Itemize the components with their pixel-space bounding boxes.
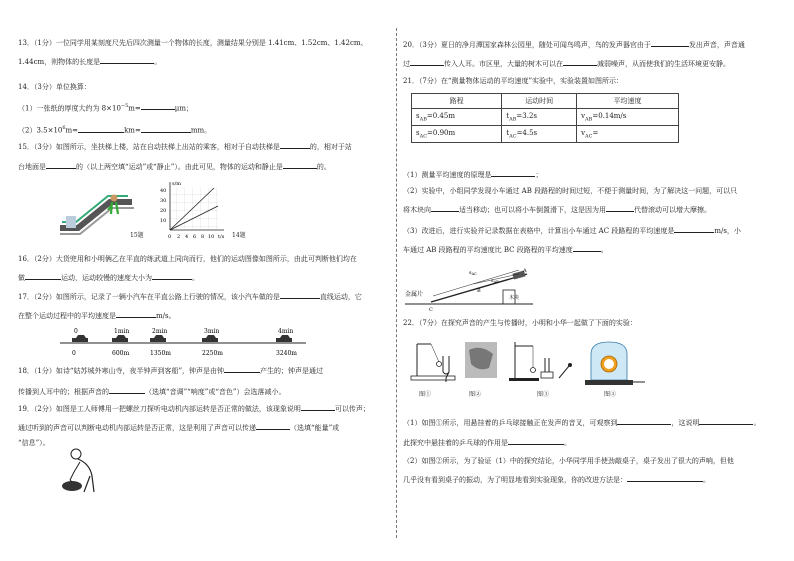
question-18: 18．（1分）如诗“姑苏城外寒山寺，夜半钟声到客船”，钟声是由钟 产生的；钟声是通过 传播到人耳中的；根据声音的 （选填“音调”“响度”或“音色”）会选落减小。 bbox=[18, 364, 323, 398]
q21-blank-2[interactable] bbox=[431, 203, 459, 212]
figure-2-knocking-table bbox=[465, 342, 497, 378]
q19-blank-2[interactable] bbox=[256, 421, 290, 430]
s-t-graph-svg bbox=[152, 178, 230, 240]
q13-text: 1.44cm，则物体的长度是 bbox=[18, 58, 101, 66]
x-tick: 4 bbox=[185, 234, 189, 240]
figure-4-bell-jar bbox=[585, 342, 645, 385]
q21-part1: （1）测量平均速度的原理是 ； bbox=[403, 168, 542, 181]
fig-caption-2: 图② bbox=[469, 391, 482, 398]
question-20: 20．（3分）夏日的净月潭国家森林公园里，随处可闻鸟鸣声，鸟的发声器官由于 发出声音，声音通 过 传入人耳。市区里，大量的树木可以在 减弱噪声，从而使我们的生活环境更安静。 bbox=[403, 38, 745, 70]
q13-line1: 13．（1分）一位同学用某刻度尺先后四次测量一个物体的长度，测量结果分别是 1.41cm、1.52cm、1.42cm、 bbox=[18, 39, 368, 47]
distance-label: 2250m bbox=[202, 350, 223, 357]
q14-blank-3[interactable] bbox=[141, 124, 191, 133]
y-tick: 30 bbox=[160, 198, 167, 204]
graph-y-unit: s/m bbox=[172, 181, 181, 187]
car-icon bbox=[112, 335, 128, 342]
q20-blank-1[interactable] bbox=[651, 38, 689, 47]
q14-blank-2[interactable] bbox=[78, 124, 124, 133]
svg-text:B: B bbox=[477, 288, 481, 294]
q21-blank-4[interactable] bbox=[674, 224, 714, 233]
car-road-figure bbox=[58, 326, 308, 360]
q15-blank-1[interactable] bbox=[280, 140, 310, 149]
table-header: 平均速度 bbox=[577, 94, 679, 109]
q17-blank-2[interactable] bbox=[116, 309, 156, 318]
x-tick: 0 bbox=[168, 234, 172, 240]
s-t-graph bbox=[152, 178, 230, 240]
table-cell: $t_{AB}=3.2s$ bbox=[502, 109, 577, 126]
q22-blank-3[interactable] bbox=[508, 436, 564, 445]
q21-data-table bbox=[411, 93, 679, 143]
y-tick: 20 bbox=[160, 208, 167, 214]
q21-part2: （2）实验中，小组同学发现小车通过 AB 段路程的时间过短，不便于测量时间，为了解决这一问题，可以只 将木块向 适当移动；也可以将小车倒置滑下，这是因为用 代替滚动可以增大摩擦。 bbox=[403, 187, 738, 214]
question-16: 16．（2分）大货兜用和小明俩乙在平直的练武道上同向而行，他们的运动图像如图所示，由此可判断他们均在 做 运动，运动较慢的速度大小为 。 bbox=[18, 255, 357, 282]
question-15: 15．（3分）如图所示，坐扶梯上楼，站在自动扶梯上出站的乘客，相对于自动扶梯是 的，相对于站 台地面是 的（以上两空填“运动”或“静止”）。由此可见，物体的运动和静止是 的。 bbox=[18, 140, 352, 173]
table-header: 路程 bbox=[412, 94, 502, 109]
q21-intro: 21．（7分）在“测量物体运动的平均速度”实验中，实验装置如图所示： bbox=[403, 77, 624, 85]
q19-blank-1[interactable] bbox=[301, 402, 335, 411]
x-tick: 2 bbox=[177, 234, 181, 240]
distance-label: 1350m bbox=[150, 350, 171, 357]
q21-blank-1[interactable] bbox=[491, 168, 535, 177]
table-cell: $s_{AB}=0.45m$ bbox=[412, 109, 502, 126]
q18-blank-2[interactable] bbox=[109, 385, 145, 394]
fig-caption-3: 图③ bbox=[537, 391, 550, 398]
svg-text:C: C bbox=[429, 307, 433, 312]
worker-screwdriver-figure bbox=[60, 446, 106, 496]
x-tick: 10 bbox=[208, 234, 215, 240]
time-label: 1min bbox=[114, 328, 130, 335]
table-cell: $t_{AC}=4.5s$ bbox=[502, 126, 577, 143]
car-icon bbox=[150, 335, 166, 342]
q22-blank-2[interactable] bbox=[699, 416, 753, 425]
distance-label: 3240m bbox=[276, 350, 297, 357]
q17-blank-1[interactable] bbox=[280, 290, 320, 299]
fig14-caption: 14题 bbox=[232, 232, 246, 239]
block-label: 木块 bbox=[509, 295, 520, 301]
distance-label: 600m bbox=[112, 350, 130, 357]
time-label: 2min bbox=[152, 328, 168, 335]
q22-blank-1[interactable] bbox=[617, 416, 671, 425]
q21-part3: （3）改进后，进行实验并记录数据在表格中，计算出小车通过 AC 段路程的平均速度是 m/s，小 车通过 AB 段路程的平均速度比 BC 段路程的平均速度 。 bbox=[403, 224, 741, 256]
svg-text:sAB: $s_{AB}$ bbox=[491, 278, 499, 284]
question-14: 14．（3分）单位换算： （1）一张纸的厚度大约为 $8\times 10^{-5}m= \mu m$； $(2)3.5\times 10^6m= km=$ mm。 bbox=[18, 83, 212, 135]
car-icon bbox=[202, 335, 218, 342]
q15-blank-2[interactable] bbox=[46, 160, 76, 169]
q15-blank-3[interactable] bbox=[283, 160, 317, 169]
incline-figure bbox=[403, 262, 543, 312]
road-svg bbox=[58, 326, 308, 360]
metal-plate-label: 金属片 bbox=[405, 291, 424, 298]
graph-x-unit: t/s bbox=[218, 234, 225, 240]
q18-blank-1[interactable] bbox=[224, 364, 260, 373]
q14-blank-1[interactable] bbox=[141, 101, 175, 110]
table-header: 运动时间 bbox=[502, 94, 577, 109]
distance-label: 0 bbox=[72, 350, 76, 357]
fig15-caption: 15题 bbox=[130, 232, 144, 239]
q22-blank-4[interactable] bbox=[627, 473, 703, 482]
q14-title: 14．（3分）单位换算： bbox=[18, 83, 91, 91]
y-tick: 40 bbox=[160, 188, 167, 194]
q16-blank-1[interactable] bbox=[25, 271, 61, 280]
question-13: 13．（1分）一位同学用某刻度尺先后四次测量一个物体的长度，测量结果分别是 1.41cm、1.52cm、1.42cm、 1.44cm，则物体的长度是 。 bbox=[18, 39, 368, 66]
x-tick: 8 bbox=[201, 234, 205, 240]
q13-answer-blank[interactable] bbox=[100, 55, 154, 64]
q22-intro: 22．（7分）在探究声音的产生与传播时，小明和小华一起做了下面的实验： bbox=[403, 319, 637, 327]
table-cell: $v_{AB}=0.14m/s$ bbox=[577, 109, 679, 126]
right-column bbox=[397, 0, 794, 561]
q22-part2: （2）如图②所示，为了验证（1）中的探究结论，小华同学用手使劲敲桌子，桌子发出了很大的声响，但他 几乎没有看到桌子的振动，为了明显地看到实验现象，你的改进方法是： 。 bbox=[403, 457, 734, 484]
question-19: 19．（2分）如图是工人师傅用一把螺丝刀探听电动机内部运转是否正常的做法，该现象说明 可以传声； 通过听到的声音可以判断电动机内部运转是否正常，这是利用了声音可以传递 （选填“能量”或 “信息”）。 bbox=[18, 402, 370, 449]
time-label: 4min bbox=[278, 328, 294, 335]
q20-blank-2[interactable] bbox=[410, 57, 444, 66]
time-label: 3min bbox=[204, 328, 220, 335]
figure-1-tuning-fork bbox=[411, 344, 455, 382]
table-cell[interactable]: $v_{AC}=$ bbox=[577, 126, 679, 143]
table-row bbox=[412, 126, 679, 143]
q21-blank-5[interactable] bbox=[573, 243, 601, 252]
q20-blank-3[interactable] bbox=[563, 57, 597, 66]
table-cell: $s_{AC}=0.90m$ bbox=[412, 126, 502, 143]
q21-blank-3[interactable] bbox=[606, 203, 634, 212]
q16-blank-2[interactable] bbox=[152, 271, 192, 280]
fig-caption-4: 图④ bbox=[604, 391, 617, 398]
fig-caption-1: 图① bbox=[419, 391, 432, 398]
table-row bbox=[412, 109, 679, 126]
svg-text:sAC: $s_{AC}$ bbox=[469, 270, 477, 276]
escalator-figure bbox=[58, 188, 138, 238]
x-tick: 6 bbox=[193, 234, 197, 240]
car-icon bbox=[72, 335, 88, 342]
time-label: 0 bbox=[74, 328, 78, 335]
y-tick: 10 bbox=[160, 218, 167, 224]
car-icon bbox=[276, 335, 292, 342]
figure-3-stand bbox=[509, 342, 572, 381]
svg-text:A: A bbox=[523, 268, 527, 274]
question-17: 17．（2分）如图所示，记录了一辆小汽车在平直公路上行驶的情况，该小汽车做的是 直线运动，它 在整个运动过程中的平均速度是 m/s。 bbox=[18, 290, 362, 322]
q22-figures bbox=[409, 338, 649, 388]
q22-part1: （1）如图①所示，用悬挂着的乒乓球接触正在发声的音叉，可观察到 ，这说明 。 此探究中悬挂着的乒乓球的作用是 。 bbox=[403, 416, 760, 449]
